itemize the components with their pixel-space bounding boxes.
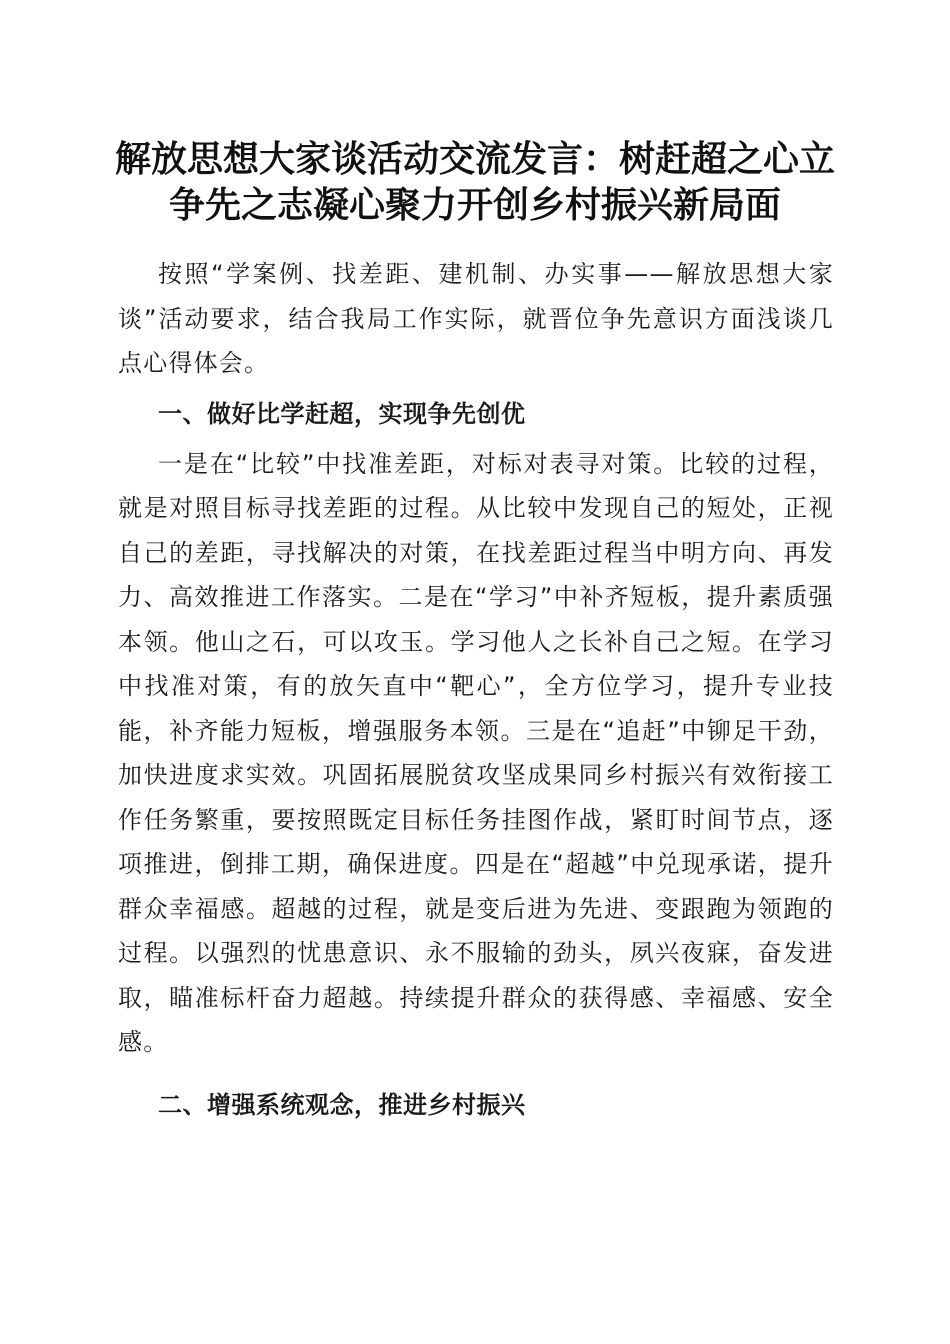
title-line-1: 解放思想大家谈活动交流发言：树赶超之心立 — [114, 138, 835, 180]
section-1-paragraph: 一是在“比较”中找准差距，对标对表寻对策。比较的过程，就是对照目标寻找差距的过程。从比较中发现自己的短处，正视自己的差距，寻找解决的对策，在找差距过程当中明方向、再发力、高效推进工作落实。二是在“学习”中补齐短板，提升素质强本领。他山之石，可以攻玉。学习他人之长补自己之短。在学习中找准对策，有的放矢直中“靶心”，全方位学习，提升专业技能，补齐能力短板，增强服务本领。三是在“追赶”中铆足干劲，加快进度求实效。巩固拓展脱贫攻坚成果同乡村振兴有效衔接工作任务繁重，要按照既定目标任务挂图作战，紧盯时间节点，逐项推进，倒排工期，确保进度。四是在“超越”中兑现承诺，提升群众幸福感。超越的过程，就是变后进为先进、变跟跑为领跑的过程。以强烈的忧患意识、永不服输的劲头，夙兴夜寐，奋发进取，瞄准标杆奋力超越。持续提升群众的获得感、幸福感、安全感。 — [118, 449, 834, 1056]
document-title — [100, 136, 850, 228]
intro-paragraph: 按照“学案例、找差距、建机制、办实事——解放思想大家谈”活动要求，结合我局工作实际，就晋位争先意识方面浅谈几点心得体会。 — [118, 260, 834, 377]
section-2-heading: 二、增强系统观念，推进乡村振兴 — [158, 1090, 526, 1119]
title-line-2: 争先之志凝心聚力开创乡村振兴新局面 — [168, 184, 781, 226]
section-spacer — [118, 1067, 834, 1077]
section-1-heading: 一、做好比学赶超，实现争先创优 — [158, 399, 526, 428]
document-body — [118, 252, 834, 1133]
